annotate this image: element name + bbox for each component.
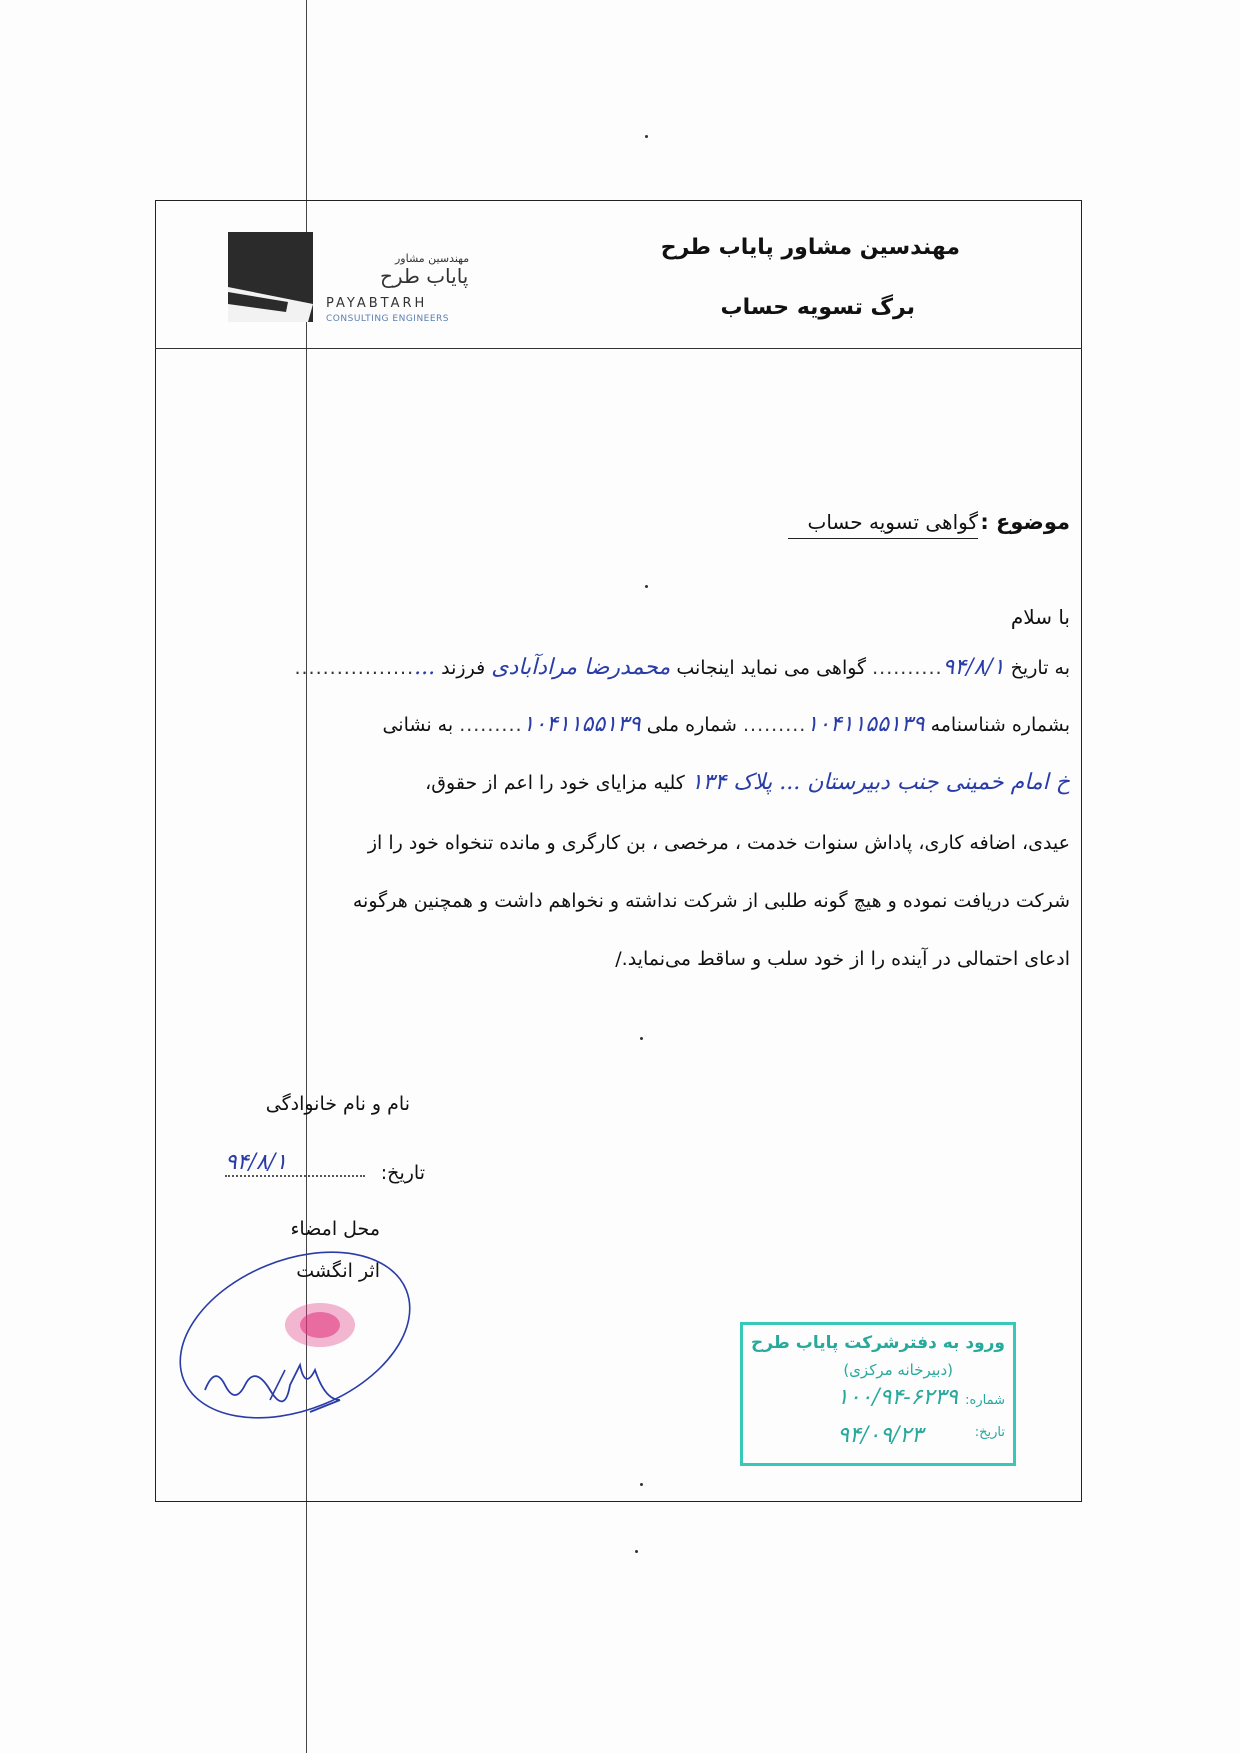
handwritten-name: محمدرضا مرادآبادی	[491, 655, 671, 680]
text-fragment: گواهی می نماید اینجانب	[676, 657, 867, 679]
logo-persian-text: پایاب طرح	[380, 264, 469, 288]
handwritten-date: ۹۴/۸/۱	[942, 655, 1005, 680]
text-fragment: فرزند	[441, 657, 486, 679]
logo-english-text: PAYABTARH	[326, 296, 428, 311]
stamp-date-value: ۹۴/۰۹/۲۳	[837, 1423, 923, 1448]
logo-subtitle: CONSULTING ENGINEERS	[326, 314, 450, 324]
text-fragment: بشماره شناسنامه	[930, 714, 1070, 736]
signature-name-label: نام و نام خانوادگی	[265, 1093, 410, 1115]
stamp-title: ورود به دفترشرکت پایاب طرح	[750, 1333, 1005, 1353]
stamp-date-label: تاریخ:	[974, 1425, 1005, 1440]
scan-speck	[645, 135, 648, 138]
handwritten-address: خ امام خمینی جنب دبیرستان ... پلاک ۱۳۴	[690, 770, 1070, 795]
receipt-stamp	[740, 1322, 1016, 1466]
text-fragment: کلیه مزایای خود را اعم از حقوق،	[425, 772, 685, 794]
text-fragment: شماره ملی	[646, 714, 737, 736]
scan-speck	[635, 1550, 638, 1553]
signature-date-value: ۹۴/۸/۱	[225, 1150, 365, 1177]
signature-and-fingerprint	[150, 1250, 430, 1480]
signature-date-label: تاریخ:	[380, 1162, 425, 1184]
subject-value: گواهی تسویه حساب	[788, 510, 978, 539]
greeting: با سلام	[1010, 605, 1070, 629]
text-fragment: به تاریخ	[1010, 657, 1070, 679]
form-title: برگ تسویه حساب	[720, 295, 915, 320]
body-line-3	[215, 770, 1070, 795]
body-line-5: شرکت دریافت نموده و هیچ گونه طلبی از شرکت نداشته و نخواهم داشت و همچنین هرگونه	[352, 890, 1070, 912]
fingerprint-label: اثر انگشت	[296, 1260, 380, 1282]
body-line-1: به تاریخ ۹۴/۸/۱.......... گواهی می نماید اینجانب محمدرضا مرادآبادی فرزند ....................	[294, 655, 1070, 680]
handwritten-id-number: ۱۰۴۱۱۵۵۱۳۹	[806, 712, 925, 737]
company-name: مهندسین مشاور پایاب طرح	[660, 235, 960, 260]
body-line-4: عیدی، اضافه کاری، پاداش سنوات خدمت ، مرخصی ، بن کارگری و مانده تنخواه خود را از	[367, 832, 1070, 854]
logo-small-text: مهندسین مشاور	[395, 252, 470, 265]
stamp-subtitle: (دبیرخانه مرکزی)	[843, 1361, 953, 1379]
body-line-2: بشماره شناسنامه ۱۰۴۱۱۵۵۱۳۹......... شماره ملی ۱۰۴۱۱۵۵۱۳۹......... به نشانی	[382, 712, 1070, 737]
company-logo-icon	[228, 232, 313, 322]
stamp-number-label: شماره:	[965, 1393, 1005, 1408]
body-line-6: ادعای احتمالی در آینده را از خود سلب و ساقط می‌نماید./	[615, 948, 1070, 970]
header-divider	[155, 348, 1082, 349]
handwritten-father-name: ...	[414, 655, 436, 680]
stamp-number-value: ۱۰۰/۹۴-۶۲۳۹	[836, 1385, 958, 1410]
subject-label: موضوع :	[980, 510, 1070, 534]
handwritten-national-id: ۱۰۴۱۱۵۵۱۳۹	[522, 712, 641, 737]
signature-place-label: محل امضاء	[290, 1218, 380, 1240]
text-fragment: به نشانی	[382, 714, 454, 736]
